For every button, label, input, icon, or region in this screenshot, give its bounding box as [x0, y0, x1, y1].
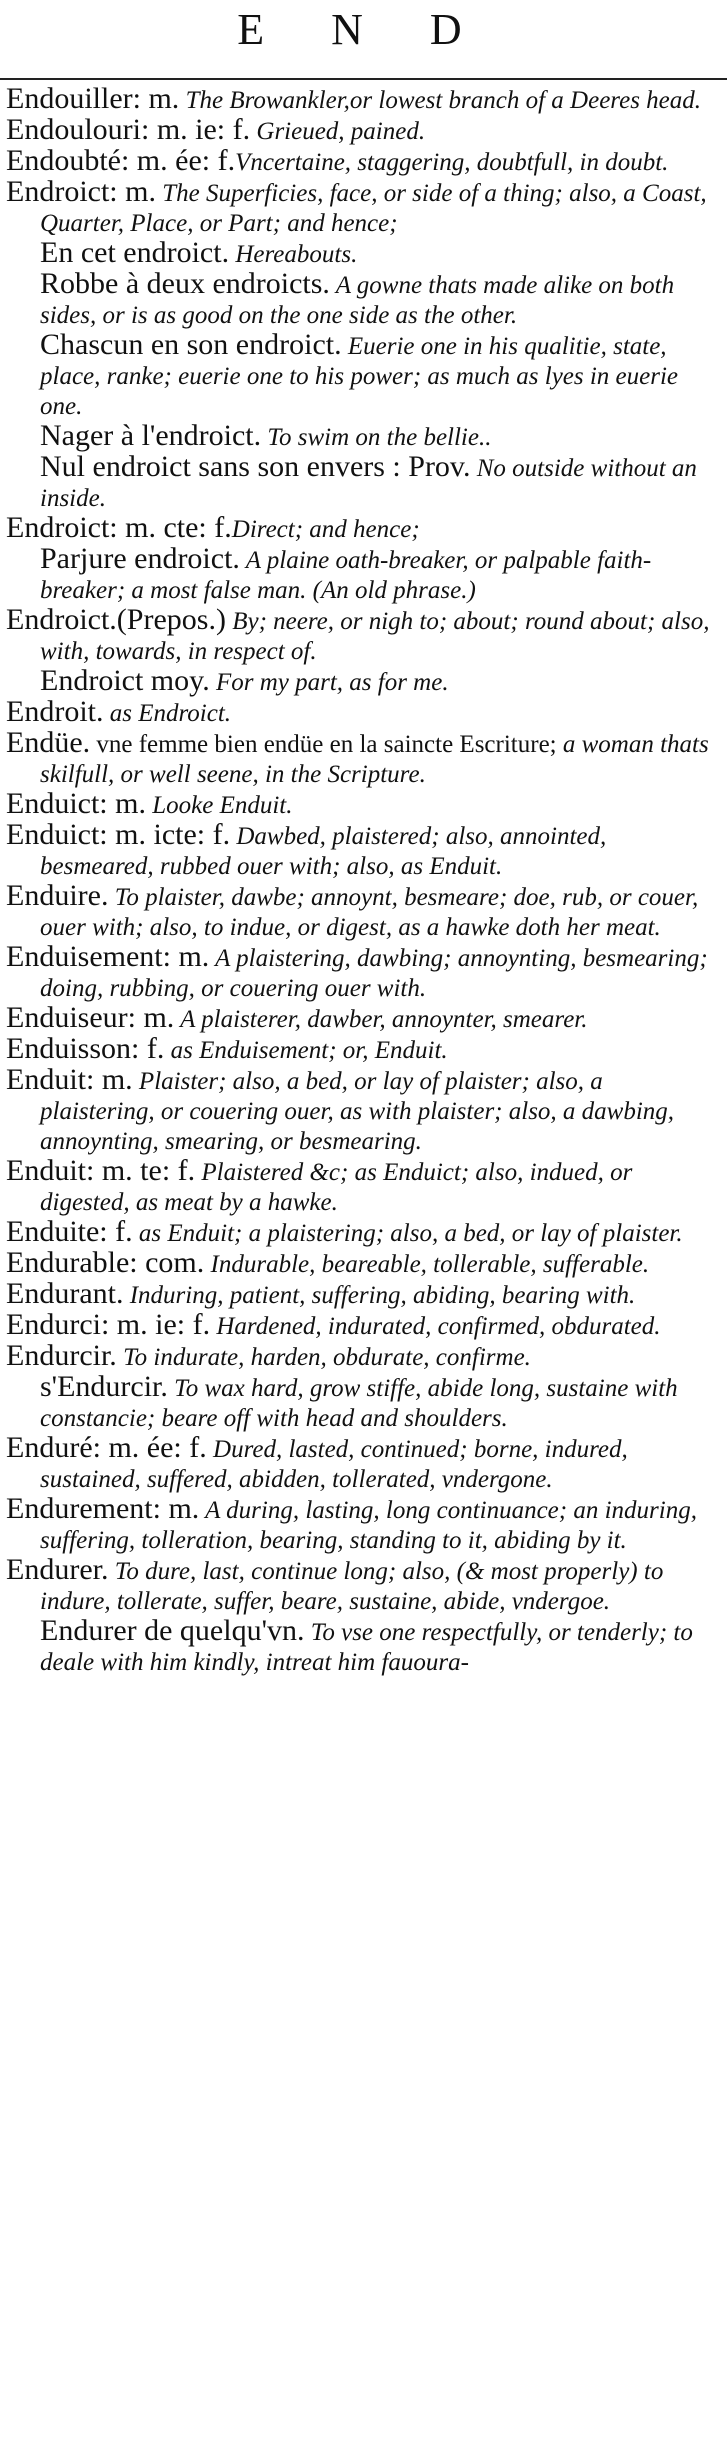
english-gloss: as Endroict. — [103, 700, 232, 727]
dictionary-entry — [6, 513, 718, 544]
english-gloss: The Superficies, face, or side of a thing; also, a Coast, Quarter, Place, or Part; and hence; — [40, 180, 707, 237]
headword: Endroit. — [6, 695, 104, 728]
english-gloss: Looke Enduit. — [145, 792, 293, 819]
sub-entry — [6, 269, 718, 330]
sub-entry — [6, 1616, 718, 1677]
english-gloss: Plaistered &c; as Enduict; also, indued, or digested, as meat by a hawke. — [40, 1159, 633, 1216]
dictionary-entry — [6, 789, 718, 820]
english-gloss: To vse one respectfully, or tenderly; to deale with him kindly, intreat him fauoura- — [40, 1619, 693, 1676]
english-gloss: a woman thats skilfull, or well seene, in the Scripture. — [40, 731, 709, 788]
english-gloss: The Browankler,or lowest branch of a Deeres head. — [179, 87, 702, 114]
english-gloss: Euerie one in his qualitie, state, place, ranke; euerie one to his power; as much as lyes in euerie one. — [40, 333, 679, 420]
headword: Enduré: m. ée: f. — [6, 1431, 207, 1464]
english-gloss: Dawbed, plaistered; also, annointed, besmeared, rubbed ouer with; also, as Enduit. — [40, 823, 607, 880]
english-gloss: A plaine oath-breaker, or palpable faith-breaker; a most false man. (An old phrase.) — [40, 547, 652, 604]
dictionary-entry — [6, 1494, 718, 1555]
dictionary-entry — [6, 1433, 718, 1494]
headword: Nager à l'endroict. — [40, 419, 262, 452]
sub-entry — [6, 544, 718, 605]
headword: Endurant. — [6, 1277, 124, 1310]
headword: Enduisement: m. — [6, 940, 210, 973]
dictionary-entry — [6, 605, 718, 666]
sub-entry — [6, 1372, 718, 1433]
headword: Parjure endroict. — [40, 542, 240, 575]
dictionary-entry — [6, 1156, 718, 1217]
headword: Endüe. — [6, 726, 91, 759]
english-gloss: Induring, patient, suffering, abiding, bearing with. — [123, 1282, 636, 1309]
headword: Robbe à deux endroicts. — [40, 267, 330, 300]
headword: Enduiseur: m. — [6, 1001, 175, 1034]
dictionary-entry — [6, 1248, 718, 1279]
headword: Endoulouri: m. ie: f. — [6, 113, 251, 146]
headword: Enduict: m. — [6, 787, 146, 820]
headword: Endroict: m. cte: f. — [6, 511, 232, 544]
headword: Endroict moy. — [40, 664, 210, 697]
dictionary-entry — [6, 1003, 718, 1034]
headword: En cet endroict. — [40, 236, 230, 269]
headword: Nul endroict sans son envers : Prov. — [40, 450, 471, 483]
dictionary-entry — [6, 942, 718, 1003]
english-gloss: A gowne thats made alike on both sides, or is as good on the one side as the other. — [40, 272, 675, 329]
head-rule — [0, 78, 727, 80]
english-gloss: To dure, last, continue long; also, (& most properly) to indure, tollerate, suffer, beare, sustaine, abide, vndergoe. — [40, 1558, 664, 1615]
headword: Enduire. — [6, 879, 109, 912]
english-gloss: To plaister, dawbe; annoynt, besmeare; doe, rub, or couer, ouer with; also, to indue, or digest, as a hawke doth her meat. — [40, 884, 699, 941]
headword: Endroict.(Prepos.) — [6, 603, 226, 636]
headword: Endurable: com. — [6, 1246, 205, 1279]
english-gloss: To wax hard, grow stiffe, abide long, sustaine with constancie; beare off with head and shoulders. — [40, 1375, 678, 1432]
dictionary-entry — [6, 1555, 718, 1616]
headword: s'Endurcir. — [40, 1370, 168, 1403]
dictionary-entry — [6, 1341, 718, 1372]
dictionary-entry — [6, 177, 718, 238]
headword: Endurci: m. ie: f. — [6, 1308, 211, 1341]
dictionary-entry — [6, 881, 718, 942]
english-gloss: as Enduisement; or, Enduit. — [164, 1037, 448, 1064]
dictionary-entry — [6, 1279, 718, 1310]
english-gloss: as Enduit; a plaistering; also, a bed, or lay of plaister. — [132, 1220, 683, 1247]
english-gloss: No outside without an inside. — [40, 455, 697, 512]
headword: Enduite: f. — [6, 1215, 133, 1248]
headword: Endoubté: m. ée: f. — [6, 144, 236, 177]
headword: Chascun en son endroict. — [40, 328, 342, 361]
dictionary-entry — [6, 84, 718, 115]
headword: Endurer de quelqu'vn. — [40, 1614, 305, 1647]
english-gloss: Hardened, indurated, confirmed, obdurated. — [210, 1313, 661, 1340]
headword: Enduict: m. icte: f. — [6, 818, 231, 851]
english-gloss: A during, lasting, long continuance; an induring, suffering, tolleration, bearing, standing to it, abiding by it. — [40, 1497, 697, 1554]
dictionary-entry — [6, 1034, 718, 1065]
headword: Endurement: m. — [6, 1492, 200, 1525]
headword: Enduit: m. — [6, 1063, 133, 1096]
english-gloss: To swim on the bellie.. — [261, 424, 492, 451]
english-gloss: Vncertaine, staggering, doubtfull, in doubt. — [235, 149, 669, 176]
headword: Endroict: m. — [6, 175, 156, 208]
sub-entry — [6, 421, 718, 452]
english-gloss: A plaistering, dawbing; annoynting, besmearing; doing, rubbing, or couering ouer with. — [40, 945, 708, 1002]
english-gloss: By; neere, or nigh to; about; round about; also, with, towards, in respect of. — [40, 608, 710, 665]
english-gloss: A plaisterer, dawber, annoynter, smearer. — [174, 1006, 588, 1033]
english-gloss: To indurate, harden, obdurate, confirme. — [116, 1344, 531, 1371]
headword: Endurcir. — [6, 1339, 117, 1372]
dictionary-entry — [6, 728, 718, 789]
headword: Endurer. — [6, 1553, 109, 1586]
english-gloss: Hereabouts. — [229, 241, 358, 268]
sub-entry — [6, 666, 718, 697]
dictionary-entry — [6, 115, 718, 146]
french-example: vne femme bien endüe en la saincte Escriture; — [90, 731, 557, 758]
headword: Endouiller: m. — [6, 82, 180, 115]
headword: Enduisson: f. — [6, 1032, 165, 1065]
english-gloss: Indurable, beareable, tollerable, sufferable. — [204, 1251, 650, 1278]
dictionary-entry — [6, 1310, 718, 1341]
english-gloss: For my part, as for me. — [209, 669, 449, 696]
english-gloss: Plaister; also, a bed, or lay of plaister; also, a plaistering, or couering ouer, as with plaister; also, a dawbing, annoynting, smearing, or besmearing. — [40, 1068, 675, 1155]
dictionary-entry — [6, 820, 718, 881]
english-gloss: Direct; and hence; — [231, 516, 420, 543]
entries-column — [6, 84, 718, 1677]
dictionary-entry — [6, 697, 718, 728]
running-head: E N D — [237, 5, 490, 54]
sub-entry — [6, 330, 718, 421]
dictionary-entry — [6, 1217, 718, 1248]
headword: Enduit: m. te: f. — [6, 1154, 196, 1187]
english-gloss: Dured, lasted, continued; borne, indured, sustained, suffered, abidden, tollerated, vndergone. — [40, 1436, 628, 1493]
english-gloss: Grieued, pained. — [250, 118, 426, 145]
dictionary-entry — [6, 146, 718, 177]
dictionary-entry — [6, 1065, 718, 1156]
sub-entry — [6, 238, 718, 269]
sub-entry — [6, 452, 718, 513]
